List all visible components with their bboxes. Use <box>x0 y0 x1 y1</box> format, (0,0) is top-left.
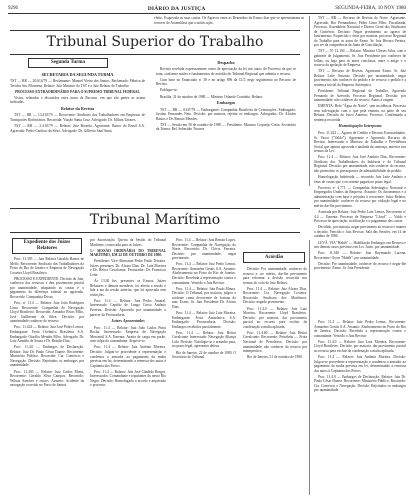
paragraph: Proc. 11.4 — Relator: Juiz Paulo Moura. Decisão: O Tribunal, por maioria, julgou o acidente como decorrente de fortuna do mar. Exmo. Sr. Juiz Presidente Dr. Alvaro Dias. <box>172 286 236 309</box>
paragraph: Publique-se. <box>160 88 178 93</box>
paragraph: Proc. 11.4.0 — Embargos de Declaração. Relator: Juiz Dr. Paulo César Duarte. Recorrente: Ministério Público. Recorrido: Cia. Comércio e Navegação. Decisão: Rejeitados os embargos por unanimidade. <box>314 374 406 393</box>
paragraph: Proc. 11.4 — Relator: Juiz José Cândido Borges. Interessados: Comandante e tripulantes do navio Rio Negro. Decisão: Homologado o acordo e arquivado o processo. <box>90 369 166 388</box>
paragraph: Proc. 11.346 — Relator: Juiz Raymundo Lucena, Recorrente: Oscar "Habib", por unanimidade. <box>314 251 406 260</box>
despacho-heading: Despacho <box>217 60 235 65</box>
paragraph: TST — RR — Recurso de Revista do Norte. Agravante, Agravado, Rio Pernambuco, Pedro Lima Filho, Fiscalizada, Processo. Assembleia Nacional e Diretor Geral dos Sindicatos de Comércio. Decisão: Negar provimento ao agravo de Instrumento. Esquecido o ônus por maioria, processo Regional do Trabalho para os autos do Exmo. Sr. Juiz Hevaro Pereira, por ser da competência da Junta de Conciliação. <box>314 16 406 48</box>
subsection-heading: Juízes Aposentados <box>111 318 145 324</box>
paragraph: Rio de Janeiro, 31 de outubro de 1980. <box>247 355 303 360</box>
paragraph: Proc. 11.4 — Relator: Juiz Antônio Moreira. Decisão: Julgou-se procedente a representação e condenou o armador ao pagamento da multa prevista em lei, determinando a remessa dos autos à Capitania dos Portos. <box>314 355 406 373</box>
paragraph: Proc. 11.4 — Relator: Juiz Alvaro Dias, Recorrente: Cia. Navegação Costeira. Recorrido: Sindicato dos Marítimos. Decisão: negado provimento. <box>243 286 307 305</box>
lower-column-2 <box>90 238 166 495</box>
paragraph: 1.ª SESSÃO ORDINÁRIA DO TRIBUNAL MARÍTIMO, EM 22 DE OUTUBRO DE 1980. <box>90 248 166 258</box>
column-separator <box>309 240 310 495</box>
top-strip-column <box>154 16 304 30</box>
secretaria-heading: SECRETARIA DA SEGUNDA TURMA <box>41 72 114 77</box>
paragraph: Proc. 11.4 — Relator: Juiz Pedro Lemos. Recorrente: Armazéns Gerais S.A. Assunto: Abalroamento no Porto do Rio de Janeiro. Decisão: Recebida a representação contra o comandante. Vencido o Juiz Revisor. <box>172 262 236 285</box>
paragraph: PROCESSO E EXPEDIENTE: Decisão do Juiz, conheceu dos recursos e deu provimento parcial por unanimidade, adaptando as custas e o pagamento da diferença salarial ao agravado. Recorrido: Companhia Docas. <box>10 276 84 299</box>
paragraph: Proc. 11.4.0 — Embargos de Declaração. Relator: Juiz Dr. Paulo César Duarte. Recorrente: Ministério Público. Recorrido: Cia. Comércio e Navegação. Decisão: Rejeitados os embargos por unanimidade. <box>10 345 84 368</box>
paragraph: Proc. 11.424 — Relator: Juiz José Pedro Lemos. Embargante: Frota Oceânica Brasileira S.A. Embargado: Otacílio Mendes Filho. Advogado: Dr. Luiz Arnaldo de Sousa e Dr. Bráulio Dias. <box>10 325 84 344</box>
paragraph: Proc. 11.4.60 — Relator: Juiz Heitor Cavalcante. Recorrente: Petrobrás — Frota Nacional de Petroleiros. Decisão: por unanimidade, não conhecer do recurso por intempestivo. <box>243 330 307 354</box>
acordao-label: Acórdão <box>264 254 284 260</box>
paragraph: Decisão: Por unanimidade, conhecer do recurso e negar-lhe provimento. Exmo. Sr. Juiz Presidente. <box>314 261 406 271</box>
paragraph: Proc. 11.222 — Agravo de Crédito e Recurso Extraordinário. Sr. Vasco ("Valdo"), Agravante e Agravado. Recurso de Revista. Interessado o Ministro do Trabalho e Previdência Social que apenas aprovada e anulada da sentença, anterior nos termos da Lei. <box>314 130 406 154</box>
paragraph: Presidente: Vice-Almirante Pedro Paulo Teixeira. Juízes presentes: Dr. Alvaro Dias, Dr. Luiz Moreira e Dr. Heitor Cavalcante. Procurador: Dr. Francisco Leite. <box>90 259 166 278</box>
right-column <box>314 16 406 316</box>
paragraph: Proc. 11.4 — Relator: Juiz Antônio Moreira. Decisão: Julgou-se procedente a representação e condenou o armador ao pagamento da multa prevista em lei, determinando a remessa dos autos à Capitania dos Portos. <box>90 345 166 368</box>
banner-rule-top <box>10 208 300 209</box>
paragraph: TST — RR — 20.614/79 — Reclamante: Manoel Vieira dos Santos. Reclamado: Fábrica de Tecidos Sta. Filomena. Relator: Juiz Ministro do TST e o Juiz Relator do Trabalho. <box>10 79 145 88</box>
lower-column-1 <box>10 257 84 495</box>
left-top-column <box>10 79 145 205</box>
paragraph: Revista recebida expressamente como de apreciação da lei nos autos do Processo de que se trata, conforme razões e fundamentos do acórdão do Tribunal Regional que admitiu o recurso. <box>156 67 296 76</box>
column-separator <box>309 16 310 186</box>
paragraph: TST — RR — 6347/79 — Embargante: Companhia Brasileira de Construções. Embargado: Justino Fernandes Neto. Decisão: por maioria, rejeitar os embargos. Advogados: Dr. Alcides Bastos e Dr. Renato Mendes. <box>156 107 296 121</box>
paragraph: TST — Sessão em 30 de outubro de 1980 — Presidente: Ministro Coqueijo Costa. Secretário da Turma: Bel. Sebastião Tavares. <box>156 122 296 132</box>
expediente-label: Expediente dos Juízes Relatores <box>23 240 71 251</box>
paragraph: Proc. nº 11.4 — Relator: Juiz João Rodrigues Lima. Recorrente: Companhia de Navegação Lloyd Brasileiro. Recorrido: Armador Rivas Filho, José Guilherme da Silva. Decisão: por unanimidade conhecer do recurso. <box>10 301 84 324</box>
paragraph: efeito. Esquecida as suas custas. Os Agravos entre as Dezembro da Exma. dias que se apresentaram as recorrer de Assembleia que a notificação. <box>154 16 304 25</box>
paragraph: Homologação Indeferida — recorrido Juiz Leite Antônio e ônus de custas que o recorrente pagará no prazo legal. <box>314 175 406 184</box>
tst-banner: Tribunal Superior do Trabalho <box>46 34 264 50</box>
paragraph: Presidente: Tribunal Regional do Trabalho, Agravado Fernando de Azevedo, Processo Regional. Decisão: por unanimidade, não conhecer do recurso. Autos à origem. <box>314 88 406 103</box>
paragraph: por Autorização. Queria da Sessão do Tribunal Marítimo, convocada para os Juízes. <box>90 238 166 247</box>
lower-right-column <box>314 320 406 495</box>
banner-rule-bottom <box>10 232 300 233</box>
expediente-box <box>12 238 82 254</box>
paragraph: Proc. 11.395 — Juiz Relator Geraldo Bastos de Mello. Recorrente: Sindicato dos Trabalhadores do Porto do Rio de Janeiro e Empresa de Navegação Costeira Lloyd Brasileiro. <box>10 257 84 275</box>
paragraph: Proc. 11.4.0 — Relator: Juiz Luiz Moreira, Recorrente: Lloyd Brasileiro. Decisão: por maioria, dar provimento parcial ao recurso para excluir da condenação a multa aplicada. <box>314 339 406 353</box>
newspaper-title: DIÁRIO DA JUSTIÇA <box>147 5 206 12</box>
paragraph: Processo nº 4.771 — Companhia Siderúrgica Nacional e Empregados Unidos da Empresa. Assunto: Os documentos e a administração com base e prejuízo à recorrente. Juízo Relator, por unanimidade, conhecer do recurso por violação legal e no mérito dar-lhe provimento. <box>314 185 406 208</box>
paragraph: LEVÃ, VIA "Habib" — Habilitação Embargos em Recurso e nos demais casos previstos em Lei. Juízo: por unanimidade. <box>314 240 406 250</box>
paragraph: Às 13:30 hrs, presentes os Exmos. Juízes Relatores e demais membros, foi aberta a sessão e lida a ata da sessão anterior, que foi aprovada sem restrições. <box>90 279 166 297</box>
header-date: SEGUNDA-FEIRA, 10 NOV 1980 <box>335 6 406 11</box>
paragraph: Brasília, 31 de outubro de 1980 — Ministro Orlando Coutinho, Relator. <box>160 94 264 99</box>
paragraph: Proc. 11.430 — Relator: Juiz Carlos Motta, Recorrente: Geraldo Silva Campos. Recorrido: Wilson Sanches e outros. Assunto: Acidente da navegação ocorrido no Porto de Santos. <box>10 369 84 388</box>
paragraph: Proc. 11.4 — Relator: Juiz José Antônio Dias, Recorrente: Sindicato dos Trabalhadores da Indústria e do Tribunal Regional. Decisão: por unanimidade, não conhecer do recurso, não preencheu os pressupostos de admissibilidade do pedido. <box>314 155 406 173</box>
relator-heading: Relator da Revista <box>60 105 95 111</box>
homologacao-heading: Homologação Interposta <box>338 123 382 129</box>
paragraph: Proc. 11.4.0 — Relator: Juiz Luiz Moreira, Recorrente: Lloyd Brasileiro. Decisão: por maioria, dar provimento parcial ao recurso para excluir da condenação a multa aplicada. <box>243 306 307 329</box>
tm-banner: Tribunal Marítimo <box>89 212 221 228</box>
banner-rule-bottom <box>10 54 300 55</box>
acordao-box <box>243 252 305 263</box>
paragraph: Decidido, por maioria, negar provimento ao recurso e manter a decisão. Vencido o Juiz Revisor. Sala das Sessões, em 14 de outubro de 1980. <box>314 225 406 239</box>
page-header <box>8 4 406 14</box>
paragraph: Decisão: Por unanimidade, conhecer do recurso e, no mérito, dar-lhe provimento para reformar a decisão recorrida nos termos do voto do Juiz Relator. <box>243 267 307 285</box>
paragraph: Proc. 11.4 — Relator: Juiz Heitor Cavalcante. Interessado: Navegação Aliança Ltda. Decisão: Notifique-se o armador para, no prazo legal, apresentar defesa. <box>172 330 236 349</box>
paragraph: Assinada por Relator: Juiz Pedro Luiz Lemos, Recorrente nº 4.4 — Ementa: Processo de Empresa "Lloyd" — Valdo e Processo de apreciação, notificação e o pagamento das custas. <box>314 210 406 224</box>
paragraph: TST — Nº 12.194 — Relator: Ministro Ulisses Silva, com o gabinete de Julgamento. Sr. Juiz Presidente por conhecer de folhas, ou haja para os autos conclusos, entre o artigo e o recurso da apelação de Empresa. <box>314 49 406 68</box>
paragraph: Vistos, relatados e discutidos estes autos de Recurso, em que são partes as acima indicadas. <box>10 95 145 105</box>
paragraph: Proc. 11.4 — Relator: Juiz Pedro Lemos. Recorrente: Armazéns Gerais S.A. Assunto: Abalroamento no Porto do Rio de Janeiro. Decisão: Recebida a representação contra o comandante. Vencido o Juiz Revisor. <box>314 320 406 338</box>
paragraph: TST — RR — 2.4.10/79 — Relator: Juiz Ricardo, Agravante: Banco do Brasil S.A. Agravado: Pedro Cardoso da Silva. Advogado: Dr. Gilberto Sant'Anna. <box>10 124 145 133</box>
paragraph: Proc. 11.4 — Relator: Juiz Luiz Moreira. Embargante: Frota Amazônica S.A. Embargado: Procuradoria. Decisão: Embargos recebidos parcialmente. <box>172 310 236 329</box>
paragraph: PROCESSO EXTRAORDINÁRIO PARA O SUPREMO TRIBUNAL FEDERAL <box>15 89 140 94</box>
lower-column-4 <box>243 267 307 495</box>
segunda-turma-label: Segunda Turma <box>50 60 86 65</box>
page-number: 9296 <box>8 6 18 11</box>
middle-top-column <box>156 67 296 205</box>
paragraph: TST — RR — 13.410/79 — Recorrente: Sindicato dos Trabalhadores em Empresas de Transportes Rodoviários. Recorrida: Viação Santa Cruz. Advogado: Dr. Milton Tavares. <box>10 113 145 123</box>
paragraph: Proc. 11.4 — Relator: Juiz João Carlos Pinto Rocha. Interessado: Empresa de Navegação Mercantil S.A. Ementa: Avaria de carga em porão, sem culpa do comandante. Arquive-se. <box>90 325 166 344</box>
paragraph: Com base no Enunciado nº 38 e no artigo 896 da CLT, nego seguimento ao Recurso de Revista. <box>156 77 296 87</box>
embargos-heading: Embargos <box>216 100 236 106</box>
paragraph: Proc. 11.4 — Relator: Juiz Renato Lopes, Recorrente: Companhia de Navegação do Norte. Recorrido: Dr. Clóvis Ferreira. Decisão: por unanimidade, negar provimento. <box>172 238 236 261</box>
paragraph: Proc. 11.4 — Relator: Juiz Pedro Amaral. Interessado: Capitão de Longo Curso Antônio Ferreira. Decisão: Aprovado por unanimidade o parecer da Procuradoria. <box>90 298 166 317</box>
paragraph: EMENTA: Bela "Água do Norte", sem incidência. Processo sem sub-rogação com o que pela ementa, na parte de seu Relator. Decisão do Juízo Anterior, Processo. Confirmada a sentença recorrida. <box>314 104 406 122</box>
segunda-turma-box <box>28 58 108 68</box>
banner-rule-top <box>10 30 300 31</box>
lower-column-3 <box>172 238 236 495</box>
paragraph: TST — Recurso de Revista. Agravante Exmo. Sr. Juiz Relator Leite Antonio, Decisão por unanimidade, negar provimento, não conhecer do pedido e de recurso o pedido e a sentença inicial da Empresa Autárquica. <box>314 69 406 87</box>
paragraph: Rio de Janeiro, 22 de outubro de 1980. O Secretário do Tribunal. <box>172 350 236 360</box>
